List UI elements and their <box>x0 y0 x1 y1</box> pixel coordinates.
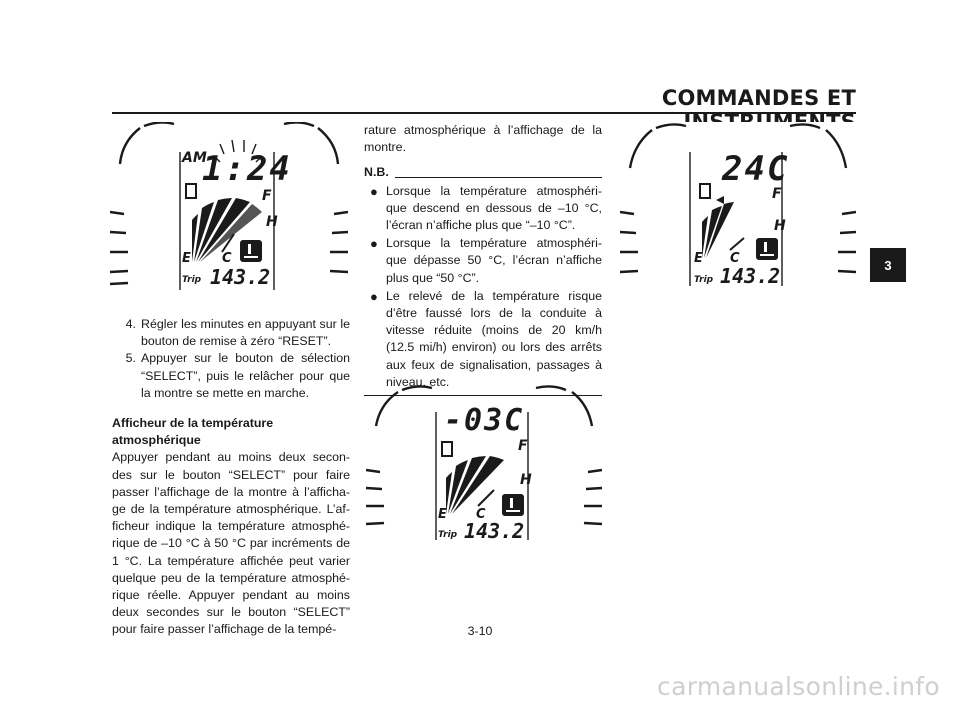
bullet-icon: ● <box>370 288 378 304</box>
figure-clock-display <box>110 122 348 290</box>
step-item <box>112 316 350 350</box>
note-end-rule <box>364 395 602 396</box>
temp-cold-label: C <box>730 251 740 266</box>
section-heading-line: Afficheur de la température <box>112 416 274 431</box>
step-item <box>112 350 350 402</box>
left-column <box>112 316 350 639</box>
clock-am-label: AM <box>182 150 207 166</box>
step-number: 4. <box>125 317 136 331</box>
step-text: Appuyer sur le bouton de sélection “SELECT”, puis le relâcher pour que la montre se mette en marche. <box>141 351 350 400</box>
bullet-icon: ● <box>370 183 378 199</box>
note-label: N.B. <box>364 165 389 180</box>
trip-readout: 143.2 <box>464 519 525 540</box>
figure-positive-temp-display <box>620 122 856 286</box>
note-bullet <box>364 183 602 235</box>
fuel-full-label: F <box>772 186 782 202</box>
fuel-full-label: F <box>518 438 528 454</box>
clock-time-readout: 1:24 <box>202 149 292 189</box>
page-number: 3-10 <box>467 624 493 638</box>
fuel-empty-label: E <box>438 507 447 522</box>
page-title: COMMANDES ET <box>661 86 856 110</box>
trip-readout: 143.2 <box>720 264 781 286</box>
bullet-text: Lorsque la température atmosphéri-que descend en dessous de –10 °C, l’écran n’affiche plus que “–10 °C”. <box>386 183 602 233</box>
temp-cold-label: C <box>476 507 486 522</box>
note-rule <box>395 177 602 178</box>
step-number: 5. <box>125 351 136 366</box>
watermark: carmanualsonline.info <box>657 672 940 701</box>
chapter-tab: 3 <box>870 248 906 282</box>
note-bullet <box>364 235 602 287</box>
step-text: Régler les minutes en appuyant sur le bouton de remise à zéro “RESET”. <box>141 317 350 349</box>
section-heading <box>112 415 350 449</box>
fuel-full-label: F <box>262 188 272 204</box>
trip-label: Trip <box>694 275 714 285</box>
temp-cold-label: C <box>222 251 232 266</box>
fuel-empty-label: E <box>694 251 703 266</box>
middle-column <box>364 122 602 396</box>
fuel-empty-label: E <box>182 251 191 266</box>
temp-hot-label: H <box>266 214 278 230</box>
continuation-text: rature atmosphérique à l’affichage de la montre. <box>364 123 602 155</box>
figure-negative-temp-display <box>366 384 602 540</box>
header-rule <box>112 112 856 114</box>
temp-hot-label: H <box>774 218 786 234</box>
note-header <box>364 164 602 181</box>
negative-temp-readout: -03C <box>444 403 525 438</box>
trip-label: Trip <box>438 530 458 540</box>
bullet-text: Le relevé de la température risque d’être faussé lors de la conduite à vitesse réduite (moins de 20 km/h (12.5 mi/h) environ) ou lors des arrêts aux feux de signalisation, passages à niveau, etc. <box>386 288 602 389</box>
section-body: Appuyer pendant au moins deux secon-des sur le bouton “SELECT” pour faire passer l’affichage de la montre à l’afficha-ge de la température atmosphérique. L’af-ficheur indique la température atmosphé-rique de –10 °C à 50 °C par incréments de 1 °C. La température affichée peut varier quelque peu de la température atmosphé-rique réelle. Appuyer pendant au moins deux secondes sur le bouton “SELECT” pour faire passer l’affichage de la tempé- <box>112 450 350 637</box>
section-heading-line: atmosphérique <box>112 433 201 448</box>
temp-hot-label: H <box>520 472 532 488</box>
positive-temp-readout: 24C <box>722 149 790 189</box>
bullet-icon: ● <box>370 236 378 252</box>
trip-readout: 143.2 <box>210 265 271 289</box>
note-bullet <box>364 288 602 391</box>
bullet-text: Lorsque la température atmosphéri-que dépasse 50 °C, l’écran n’affiche plus que “50 °C”. <box>386 236 602 285</box>
trip-label: Trip <box>182 275 202 285</box>
note-box <box>364 164 602 396</box>
